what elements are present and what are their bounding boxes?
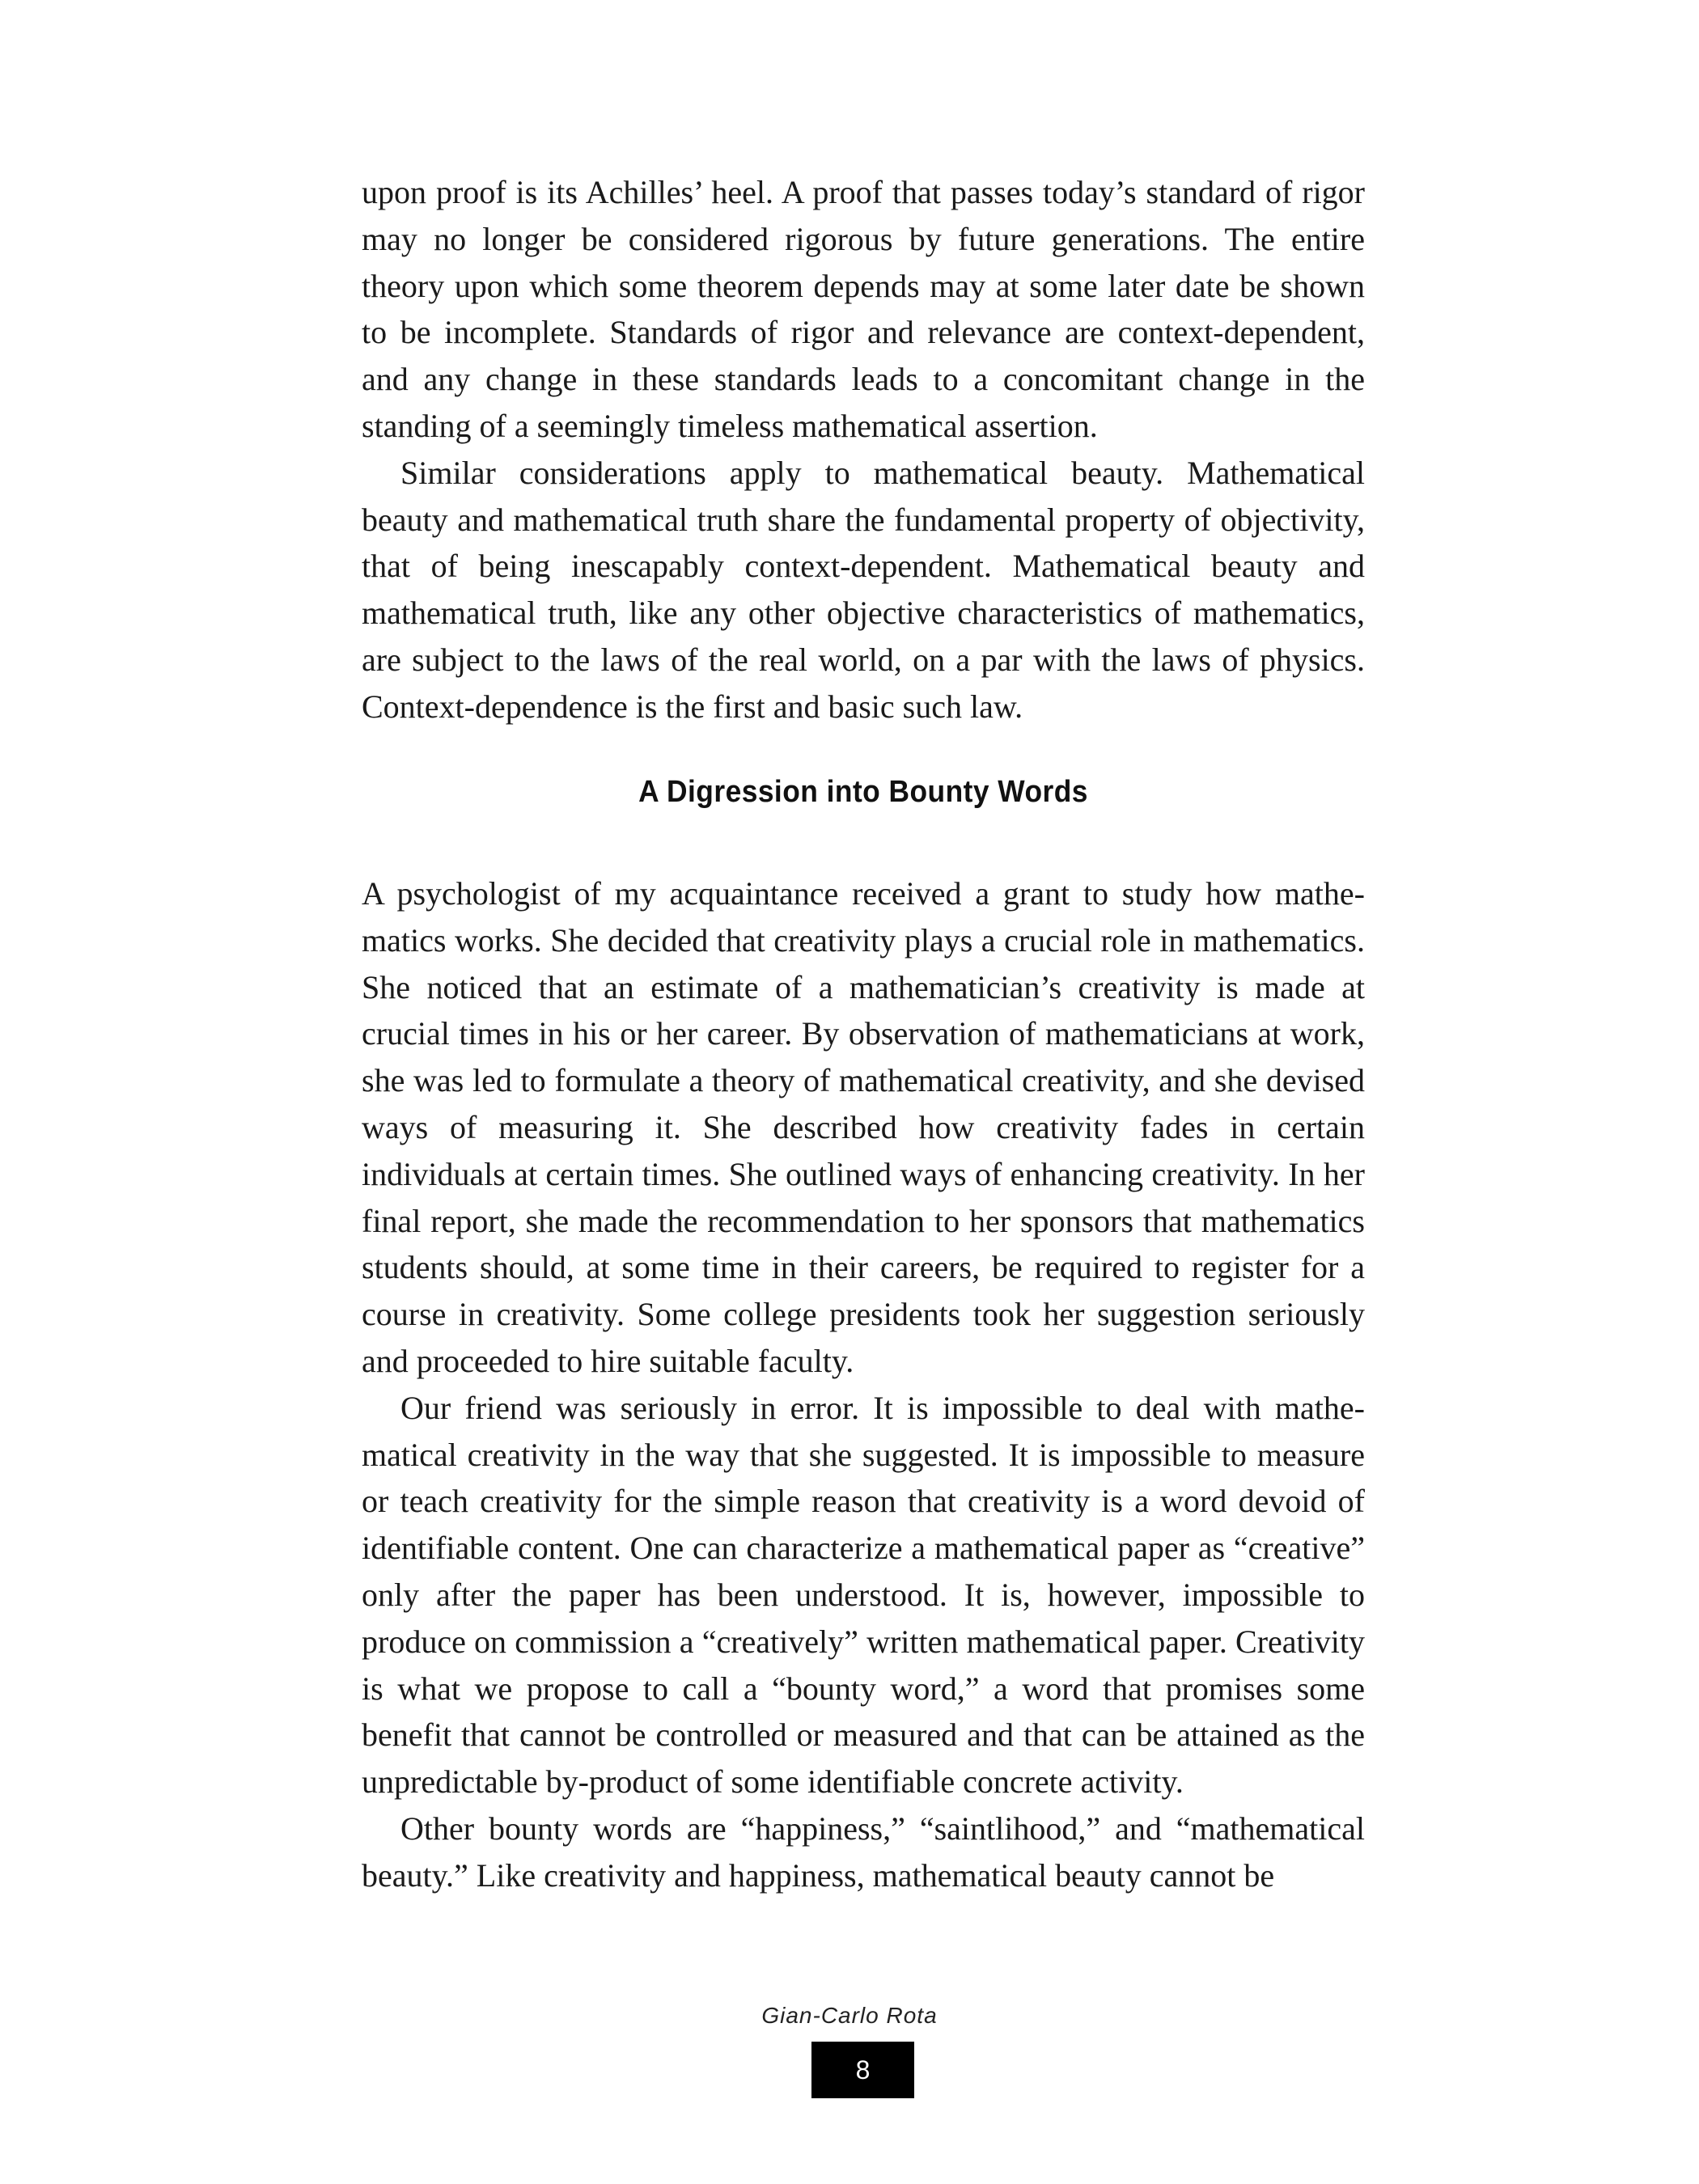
body-text-top	[362, 169, 1365, 730]
page-number: 8	[855, 2055, 871, 2085]
section-heading: A Digression into Bounty Words	[638, 775, 1088, 809]
running-footer-author: Gian-Carlo Rota	[761, 2003, 938, 2028]
paragraph-proof-rigor: upon proof is its Achilles’ heel. A proof that passes today’s standard of rigor may no longer be considered rigorous by future generations. The entire theory upon which some theorem depends may at some later date be shown to be incomplete. Standards of rigor and relevance are context-dependent, and any change in these standards leads to a concomitant change in the standing of a seemingly timeless mathematical assertion.	[362, 174, 1365, 444]
page-number-box	[811, 2042, 914, 2098]
paragraph-other-bounty-words: Other bounty words are “happiness,” “saintlihood,” and “mathematical beauty.” Like creativity and happiness, mathematical beauty cannot be	[362, 1809, 1365, 1894]
body-text-bottom	[362, 870, 1365, 1899]
paragraph-mathematical-beauty: Similar considerations apply to mathematical beauty. Mathematical beauty and mathematical truth share the fundamental property of objectivity, that of being inescapably context-dependent. Mathematical beauty and mathematical truth, like any other objective characteristics of mathematics, are subject to the laws of the real world, on a par with the laws of physics. Context-dependence is the first and basic such law.	[362, 454, 1365, 725]
paragraph-psychologist: A psychologist of my acquaintance received a grant to study how mathematics works. She decided that creativity plays a crucial role in mathematics. She noticed that an estimate of a mathematician’s creativity is made at crucial times in his or her career. By observation of mathematicians at work, she was led to formulate a theory of mathematical creativity, and she devised ways of measuring it. She described how creativity fades in certain individuals at certain times. She outlined ways of enhancing creativity. In her final report, she made the recommendation to her sponsors that mathematics students should, at some time in their careers, be required to register for a course in creativity. Some college presidents took her suggestion seriously and proceeded to hire suitable faculty.	[362, 875, 1365, 1379]
paragraph-our-friend: Our friend was seriously in error. It is impossible to deal with mathematical creativity in the way that she suggested. It is impossible to measure or teach creativity for the simple reason that creativity is a word devoid of identifiable content. One can characterize a mathematical paper as “creative” only after the paper has been understood. It is, however, impossible to produce on commission a “creatively” written mathematical paper. Creativity is what we propose to call a “bounty word,” a word that promises some benefit that cannot be controlled or measured and that can be attained as the unpredictable by-product of some identifiable concrete activity.	[362, 1389, 1365, 1801]
